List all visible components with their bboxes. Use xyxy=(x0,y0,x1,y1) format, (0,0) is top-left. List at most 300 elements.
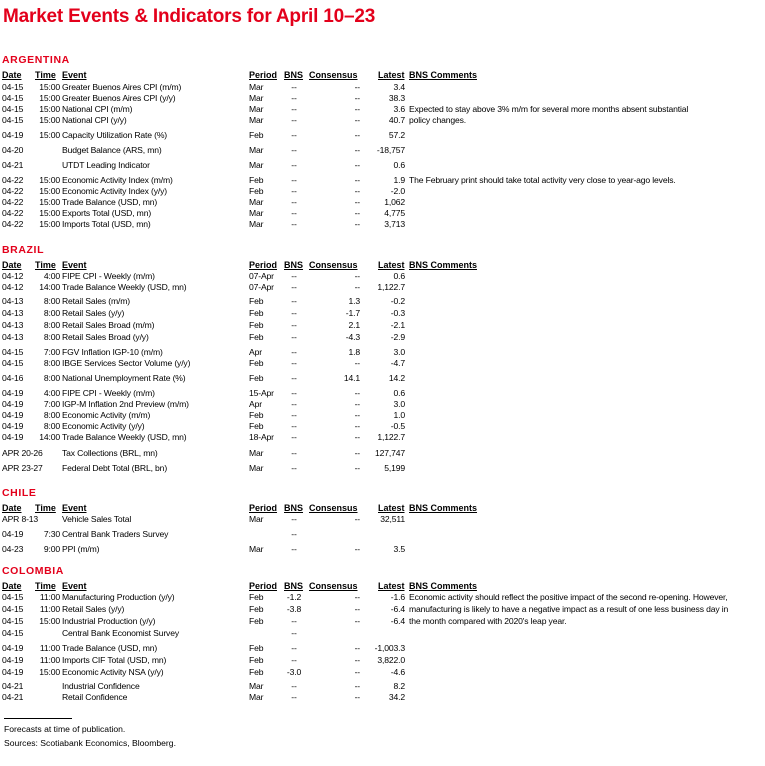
table-row xyxy=(0,448,765,459)
date-cell: 04-13 xyxy=(2,308,24,318)
latest-cell: 3.6 xyxy=(393,104,405,114)
consensus-cell: -- xyxy=(354,104,360,114)
latest-cell: -0.2 xyxy=(390,296,405,306)
latest-cell: -6.4 xyxy=(390,604,405,614)
time-cell: 11:00 xyxy=(39,592,60,602)
bns-forecast-cell: -- xyxy=(291,529,297,539)
date-cell: APR 8-13 xyxy=(2,514,39,524)
event-cell: Retail Sales (m/m) xyxy=(62,296,130,306)
consensus-cell: -- xyxy=(354,692,360,702)
bns-forecast-cell: -3.0 xyxy=(286,667,302,677)
latest-cell: -4.7 xyxy=(390,358,405,368)
latest-cell: 3.4 xyxy=(393,82,405,92)
time-cell: 15:00 xyxy=(39,82,60,92)
consensus-cell: -- xyxy=(354,160,360,170)
latest-cell: -1.6 xyxy=(390,592,405,602)
date-header: Date xyxy=(2,503,22,513)
period-cell: 18-Apr xyxy=(249,432,274,442)
table-row xyxy=(0,332,765,343)
period-cell: Mar xyxy=(249,544,264,554)
bns-forecast-cell: -- xyxy=(291,320,297,330)
comment-cell: The February print should take total activity very close to year-ago levels. xyxy=(409,175,676,185)
consensus-cell: -- xyxy=(354,514,360,524)
date-cell: 04-22 xyxy=(2,175,24,185)
period-cell: 15-Apr xyxy=(249,388,274,398)
time-cell: 8:00 xyxy=(43,296,60,306)
latest-cell: -1,003.3 xyxy=(374,643,405,653)
table-row xyxy=(0,308,765,319)
consensus-cell: -- xyxy=(354,667,360,677)
consensus-cell: -- xyxy=(354,186,360,196)
bns-forecast-cell: -- xyxy=(291,628,297,638)
event-cell: Trade Balance Weekly (USD, mn) xyxy=(62,282,187,292)
date-cell: 04-15 xyxy=(2,347,24,357)
date-cell: 04-22 xyxy=(2,208,24,218)
time-cell: 9:00 xyxy=(43,544,60,554)
bns-forecast-cell: -- xyxy=(291,616,297,626)
event-cell: Economic Activity NSA (y/y) xyxy=(62,667,164,677)
table-row xyxy=(0,82,765,93)
date-cell: 04-21 xyxy=(2,692,24,702)
event-cell: Trade Balance Weekly (USD, mn) xyxy=(62,432,187,442)
time-cell: 8:00 xyxy=(43,308,60,318)
event-cell: Retail Sales Broad (m/m) xyxy=(62,320,155,330)
table-row xyxy=(0,186,765,197)
date-cell: 04-19 xyxy=(2,388,24,398)
event-cell: Greater Buenos Aires CPI (y/y) xyxy=(62,93,176,103)
period-header: Period xyxy=(249,70,278,80)
bns-forecast-cell: -- xyxy=(291,296,297,306)
event-cell: Economic Activity Index (y/y) xyxy=(62,186,168,196)
footnote-sources: Sources: Scotiabank Economics, Bloomberg. xyxy=(4,738,176,748)
date-cell: APR 23-27 xyxy=(2,463,43,473)
consensus-cell: 1.8 xyxy=(348,347,360,357)
comment-cell: policy changes. xyxy=(409,115,466,125)
consensus-cell: -4.3 xyxy=(345,332,360,342)
event-cell: Retail Sales (y/y) xyxy=(62,308,125,318)
time-cell: 15:00 xyxy=(39,130,60,140)
bns-forecast-cell: -- xyxy=(291,358,297,368)
period-cell: Mar xyxy=(249,145,264,155)
bns-header: BNS xyxy=(284,581,304,591)
table-row xyxy=(0,208,765,219)
date-cell: 04-12 xyxy=(2,282,24,292)
period-cell: Feb xyxy=(249,655,264,665)
consensus-cell: -- xyxy=(354,208,360,218)
consensus-header: Consensus xyxy=(309,70,358,80)
bns-forecast-cell: -- xyxy=(291,208,297,218)
latest-cell: 40.7 xyxy=(388,115,405,125)
consensus-cell: -- xyxy=(354,410,360,420)
period-cell: Mar xyxy=(249,514,264,524)
date-cell: 04-19 xyxy=(2,655,24,665)
latest-cell: 3.5 xyxy=(393,544,405,554)
date-header: Date xyxy=(2,70,22,80)
footnote-forecasts: Forecasts at time of publication. xyxy=(4,724,126,734)
time-cell: 15:00 xyxy=(39,667,60,677)
comment-cell: manufacturing is likely to have a negative impact as a result of one less business day in xyxy=(409,604,729,614)
date-cell: 04-15 xyxy=(2,592,24,602)
consensus-cell: -- xyxy=(354,616,360,626)
period-cell: Mar xyxy=(249,463,264,473)
event-cell: Capacity Utilization Rate (%) xyxy=(62,130,168,140)
date-cell: 04-21 xyxy=(2,681,24,691)
time-cell: 8:00 xyxy=(43,320,60,330)
time-cell: 15:00 xyxy=(39,197,60,207)
bns-forecast-cell: -- xyxy=(291,410,297,420)
bns-forecast-cell: -- xyxy=(291,115,297,125)
latest-cell: 1.0 xyxy=(393,410,405,420)
time-cell: 4:00 xyxy=(43,388,60,398)
latest-cell: 8.2 xyxy=(393,681,405,691)
event-header: Event xyxy=(62,581,87,591)
consensus-header: Consensus xyxy=(309,260,358,270)
consensus-cell: -- xyxy=(354,604,360,614)
consensus-cell: -- xyxy=(354,82,360,92)
time-header: Time xyxy=(35,581,56,591)
latest-cell: 38.3 xyxy=(388,93,405,103)
event-cell: Industrial Production (y/y) xyxy=(62,616,156,626)
consensus-cell: -- xyxy=(354,219,360,229)
date-cell: 04-13 xyxy=(2,320,24,330)
table-row xyxy=(0,592,765,603)
consensus-cell: -- xyxy=(354,282,360,292)
bns-forecast-cell: -- xyxy=(291,271,297,281)
consensus-cell: -- xyxy=(354,463,360,473)
consensus-cell: -- xyxy=(354,197,360,207)
time-cell: 11:00 xyxy=(39,604,60,614)
latest-cell: -4.6 xyxy=(390,667,405,677)
section-title-chile: CHILE xyxy=(2,487,37,499)
time-cell: 15:00 xyxy=(39,115,60,125)
bns-forecast-cell: -- xyxy=(291,186,297,196)
comments-header: BNS Comments xyxy=(409,70,478,80)
section-title-colombia: COLOMBIA xyxy=(2,565,64,577)
event-cell: Imports Total (USD, mn) xyxy=(62,219,151,229)
time-cell: 8:00 xyxy=(43,332,60,342)
event-cell: National CPI (y/y) xyxy=(62,115,127,125)
period-cell: Mar xyxy=(249,208,264,218)
latest-header: Latest xyxy=(378,70,405,80)
latest-cell: 14.2 xyxy=(388,373,405,383)
event-cell: FIPE CPI - Weekly (m/m) xyxy=(62,271,155,281)
table-row xyxy=(0,197,765,208)
bns-forecast-cell: -- xyxy=(291,544,297,554)
bns-forecast-cell: -- xyxy=(291,347,297,357)
consensus-cell: -- xyxy=(354,655,360,665)
bns-forecast-cell: -- xyxy=(291,448,297,458)
event-cell: Retail Sales (y/y) xyxy=(62,604,125,614)
table-row xyxy=(0,604,765,615)
date-cell: 04-22 xyxy=(2,219,24,229)
bns-forecast-cell: -- xyxy=(291,197,297,207)
date-cell: 04-21 xyxy=(2,160,24,170)
period-cell: Mar xyxy=(249,104,264,114)
latest-cell: 3,822.0 xyxy=(377,655,405,665)
latest-cell: 0.6 xyxy=(393,160,405,170)
date-cell: 04-15 xyxy=(2,104,24,114)
latest-cell: 5,199 xyxy=(384,463,405,473)
event-header: Event xyxy=(62,260,87,270)
table-row xyxy=(0,544,765,555)
bns-forecast-cell: -- xyxy=(291,681,297,691)
table-row xyxy=(0,282,765,293)
consensus-cell: -- xyxy=(354,432,360,442)
time-cell: 11:00 xyxy=(39,655,60,665)
period-header: Period xyxy=(249,581,278,591)
consensus-header: Consensus xyxy=(309,503,358,513)
time-cell: 15:00 xyxy=(39,93,60,103)
event-cell: Central Bank Economist Survey xyxy=(62,628,179,638)
event-cell: Trade Balance (USD, mn) xyxy=(62,643,158,653)
consensus-cell: -- xyxy=(354,388,360,398)
bns-forecast-cell: -- xyxy=(291,282,297,292)
latest-cell: 32,511 xyxy=(380,514,405,524)
latest-cell: 0.6 xyxy=(393,271,405,281)
table-row xyxy=(0,667,765,678)
time-cell: 14:00 xyxy=(39,432,60,442)
period-cell: Feb xyxy=(249,592,264,602)
section-title-brazil: BRAZIL xyxy=(2,244,45,256)
period-cell: Feb xyxy=(249,616,264,626)
latest-cell: -2.9 xyxy=(390,332,405,342)
period-cell: Apr xyxy=(249,399,262,409)
date-cell: 04-19 xyxy=(2,410,24,420)
time-cell: 15:00 xyxy=(39,175,60,185)
date-cell: 04-19 xyxy=(2,421,24,431)
event-cell: Vehicle Sales Total xyxy=(62,514,132,524)
bns-forecast-cell: -- xyxy=(291,692,297,702)
latest-cell: -2.0 xyxy=(390,186,405,196)
event-cell: National Unemployment Rate (%) xyxy=(62,373,186,383)
footnote-divider xyxy=(4,718,72,719)
event-header: Event xyxy=(62,503,87,513)
date-cell: 04-19 xyxy=(2,643,24,653)
time-cell: 7:30 xyxy=(43,529,60,539)
date-cell: 04-19 xyxy=(2,130,24,140)
table-row xyxy=(0,347,765,358)
consensus-cell: -- xyxy=(354,643,360,653)
period-cell: Feb xyxy=(249,358,264,368)
bns-forecast-cell: -- xyxy=(291,373,297,383)
time-cell: 8:00 xyxy=(43,358,60,368)
bns-forecast-cell: -- xyxy=(291,160,297,170)
period-cell: Mar xyxy=(249,448,264,458)
date-cell: APR 20-26 xyxy=(2,448,43,458)
event-cell: Economic Activity Index (m/m) xyxy=(62,175,173,185)
consensus-cell: -- xyxy=(354,399,360,409)
bns-forecast-cell: -- xyxy=(291,104,297,114)
period-cell: Mar xyxy=(249,82,264,92)
bns-forecast-cell: -- xyxy=(291,308,297,318)
latest-header: Latest xyxy=(378,260,405,270)
period-header: Period xyxy=(249,260,278,270)
date-cell: 04-16 xyxy=(2,373,24,383)
table-row xyxy=(0,421,765,432)
table-row xyxy=(0,655,765,666)
consensus-cell: -- xyxy=(354,271,360,281)
consensus-cell: -- xyxy=(354,358,360,368)
table-row xyxy=(0,160,765,171)
bns-forecast-cell: -- xyxy=(291,643,297,653)
latest-cell: 1,122.7 xyxy=(377,282,405,292)
bns-header: BNS xyxy=(284,503,304,513)
bns-forecast-cell: -- xyxy=(291,332,297,342)
period-cell: Feb xyxy=(249,320,264,330)
date-header: Date xyxy=(2,260,22,270)
comments-header: BNS Comments xyxy=(409,260,478,270)
period-cell: Feb xyxy=(249,373,264,383)
time-cell: 11:00 xyxy=(39,643,60,653)
time-cell: 8:00 xyxy=(43,373,60,383)
date-cell: 04-23 xyxy=(2,544,24,554)
time-cell: 7:00 xyxy=(43,347,60,357)
consensus-cell: -- xyxy=(354,145,360,155)
time-cell: 15:00 xyxy=(39,104,60,114)
table-row xyxy=(0,681,765,692)
consensus-cell: -1.7 xyxy=(345,308,360,318)
table-row xyxy=(0,175,765,186)
table-row xyxy=(0,296,765,307)
event-cell: Economic Activity (m/m) xyxy=(62,410,151,420)
bns-forecast-cell: -- xyxy=(291,463,297,473)
event-cell: Tax Collections (BRL, mn) xyxy=(62,448,158,458)
table-row xyxy=(0,145,765,156)
date-cell: 04-15 xyxy=(2,616,24,626)
date-cell: 04-15 xyxy=(2,604,24,614)
latest-header: Latest xyxy=(378,581,405,591)
date-header: Date xyxy=(2,581,22,591)
bns-forecast-cell: -- xyxy=(291,145,297,155)
period-cell: Mar xyxy=(249,115,264,125)
bns-forecast-cell: -1.2 xyxy=(286,592,302,602)
bns-forecast-cell: -- xyxy=(291,175,297,185)
bns-forecast-cell: -- xyxy=(291,130,297,140)
time-header: Time xyxy=(35,503,56,513)
event-cell: UTDT Leading Indicator xyxy=(62,160,150,170)
date-cell: 04-19 xyxy=(2,667,24,677)
comments-header: BNS Comments xyxy=(409,503,478,513)
latest-cell: 1.9 xyxy=(393,175,405,185)
comment-cell: Economic activity should reflect the positive impact of the second re-opening. However, xyxy=(409,592,728,602)
latest-cell: 4,775 xyxy=(384,208,405,218)
period-cell: Feb xyxy=(249,410,264,420)
table-row xyxy=(0,93,765,104)
bns-forecast-cell: -- xyxy=(291,421,297,431)
period-cell: Feb xyxy=(249,332,264,342)
bns-forecast-cell: -- xyxy=(291,399,297,409)
bns-forecast-cell: -- xyxy=(291,388,297,398)
latest-cell: 3.0 xyxy=(393,399,405,409)
latest-cell: 0.6 xyxy=(393,388,405,398)
table-row xyxy=(0,320,765,331)
date-cell: 04-19 xyxy=(2,432,24,442)
latest-cell: -0.5 xyxy=(390,421,405,431)
consensus-cell: -- xyxy=(354,681,360,691)
period-header: Period xyxy=(249,503,278,513)
event-cell: Trade Balance (USD, mn) xyxy=(62,197,158,207)
event-cell: Retail Sales Broad (y/y) xyxy=(62,332,149,342)
event-cell: Industrial Confidence xyxy=(62,681,140,691)
date-cell: 04-22 xyxy=(2,197,24,207)
consensus-cell: -- xyxy=(354,175,360,185)
section-title-argentina: ARGENTINA xyxy=(2,54,70,66)
date-cell: 04-19 xyxy=(2,399,24,409)
consensus-header: Consensus xyxy=(309,581,358,591)
date-cell: 04-12 xyxy=(2,271,24,281)
event-cell: Greater Buenos Aires CPI (m/m) xyxy=(62,82,182,92)
time-cell: 14:00 xyxy=(39,282,60,292)
time-cell: 4:00 xyxy=(43,271,60,281)
period-cell: Feb xyxy=(249,186,264,196)
bns-forecast-cell: -- xyxy=(291,514,297,524)
event-cell: Manufacturing Production (y/y) xyxy=(62,592,175,602)
period-cell: 07-Apr xyxy=(249,282,274,292)
period-cell: Feb xyxy=(249,421,264,431)
event-cell: IGP-M Inflation 2nd Preview (m/m) xyxy=(62,399,189,409)
consensus-cell: 14.1 xyxy=(343,373,360,383)
table-row xyxy=(0,463,765,474)
table-row xyxy=(0,529,765,540)
bns-forecast-cell: -- xyxy=(291,432,297,442)
table-row xyxy=(0,115,765,126)
table-row xyxy=(0,104,765,115)
time-cell: 15:00 xyxy=(39,186,60,196)
date-cell: 04-15 xyxy=(2,358,24,368)
bns-forecast-cell: -3.8 xyxy=(286,604,302,614)
table-row xyxy=(0,271,765,282)
consensus-cell: -- xyxy=(354,130,360,140)
page-title: Market Events & Indicators for April 10–23 xyxy=(3,6,376,27)
event-cell: Exports Total (USD, mn) xyxy=(62,208,152,218)
event-cell: Central Bank Traders Survey xyxy=(62,529,169,539)
period-cell: Mar xyxy=(249,160,264,170)
latest-cell: 3,713 xyxy=(384,219,405,229)
table-row xyxy=(0,514,765,525)
table-row xyxy=(0,616,765,627)
event-cell: PPI (m/m) xyxy=(62,544,100,554)
period-cell: 07-Apr xyxy=(249,271,274,281)
date-cell: 04-15 xyxy=(2,82,24,92)
time-cell: 8:00 xyxy=(43,410,60,420)
period-cell: Mar xyxy=(249,219,264,229)
table-row xyxy=(0,692,765,703)
table-row xyxy=(0,358,765,369)
period-cell: Feb xyxy=(249,296,264,306)
date-cell: 04-20 xyxy=(2,145,24,155)
date-cell: 04-22 xyxy=(2,186,24,196)
bns-forecast-cell: -- xyxy=(291,219,297,229)
event-header: Event xyxy=(62,70,87,80)
time-cell: 15:00 xyxy=(39,616,60,626)
date-cell: 04-15 xyxy=(2,628,24,638)
latest-cell: 1,062 xyxy=(384,197,405,207)
latest-cell: -2.1 xyxy=(390,320,405,330)
latest-cell: 34.2 xyxy=(388,692,405,702)
consensus-cell: 2.1 xyxy=(348,320,360,330)
latest-cell: 57.2 xyxy=(388,130,405,140)
event-cell: Retail Confidence xyxy=(62,692,128,702)
consensus-cell: -- xyxy=(354,93,360,103)
table-row xyxy=(0,373,765,384)
period-cell: Feb xyxy=(249,604,264,614)
date-cell: 04-13 xyxy=(2,332,24,342)
period-cell: Feb xyxy=(249,643,264,653)
latest-header: Latest xyxy=(378,503,405,513)
event-cell: Budget Balance (ARS, mn) xyxy=(62,145,162,155)
event-cell: FIPE CPI - Weekly (m/m) xyxy=(62,388,155,398)
event-cell: Imports CIF Total (USD, mn) xyxy=(62,655,167,665)
